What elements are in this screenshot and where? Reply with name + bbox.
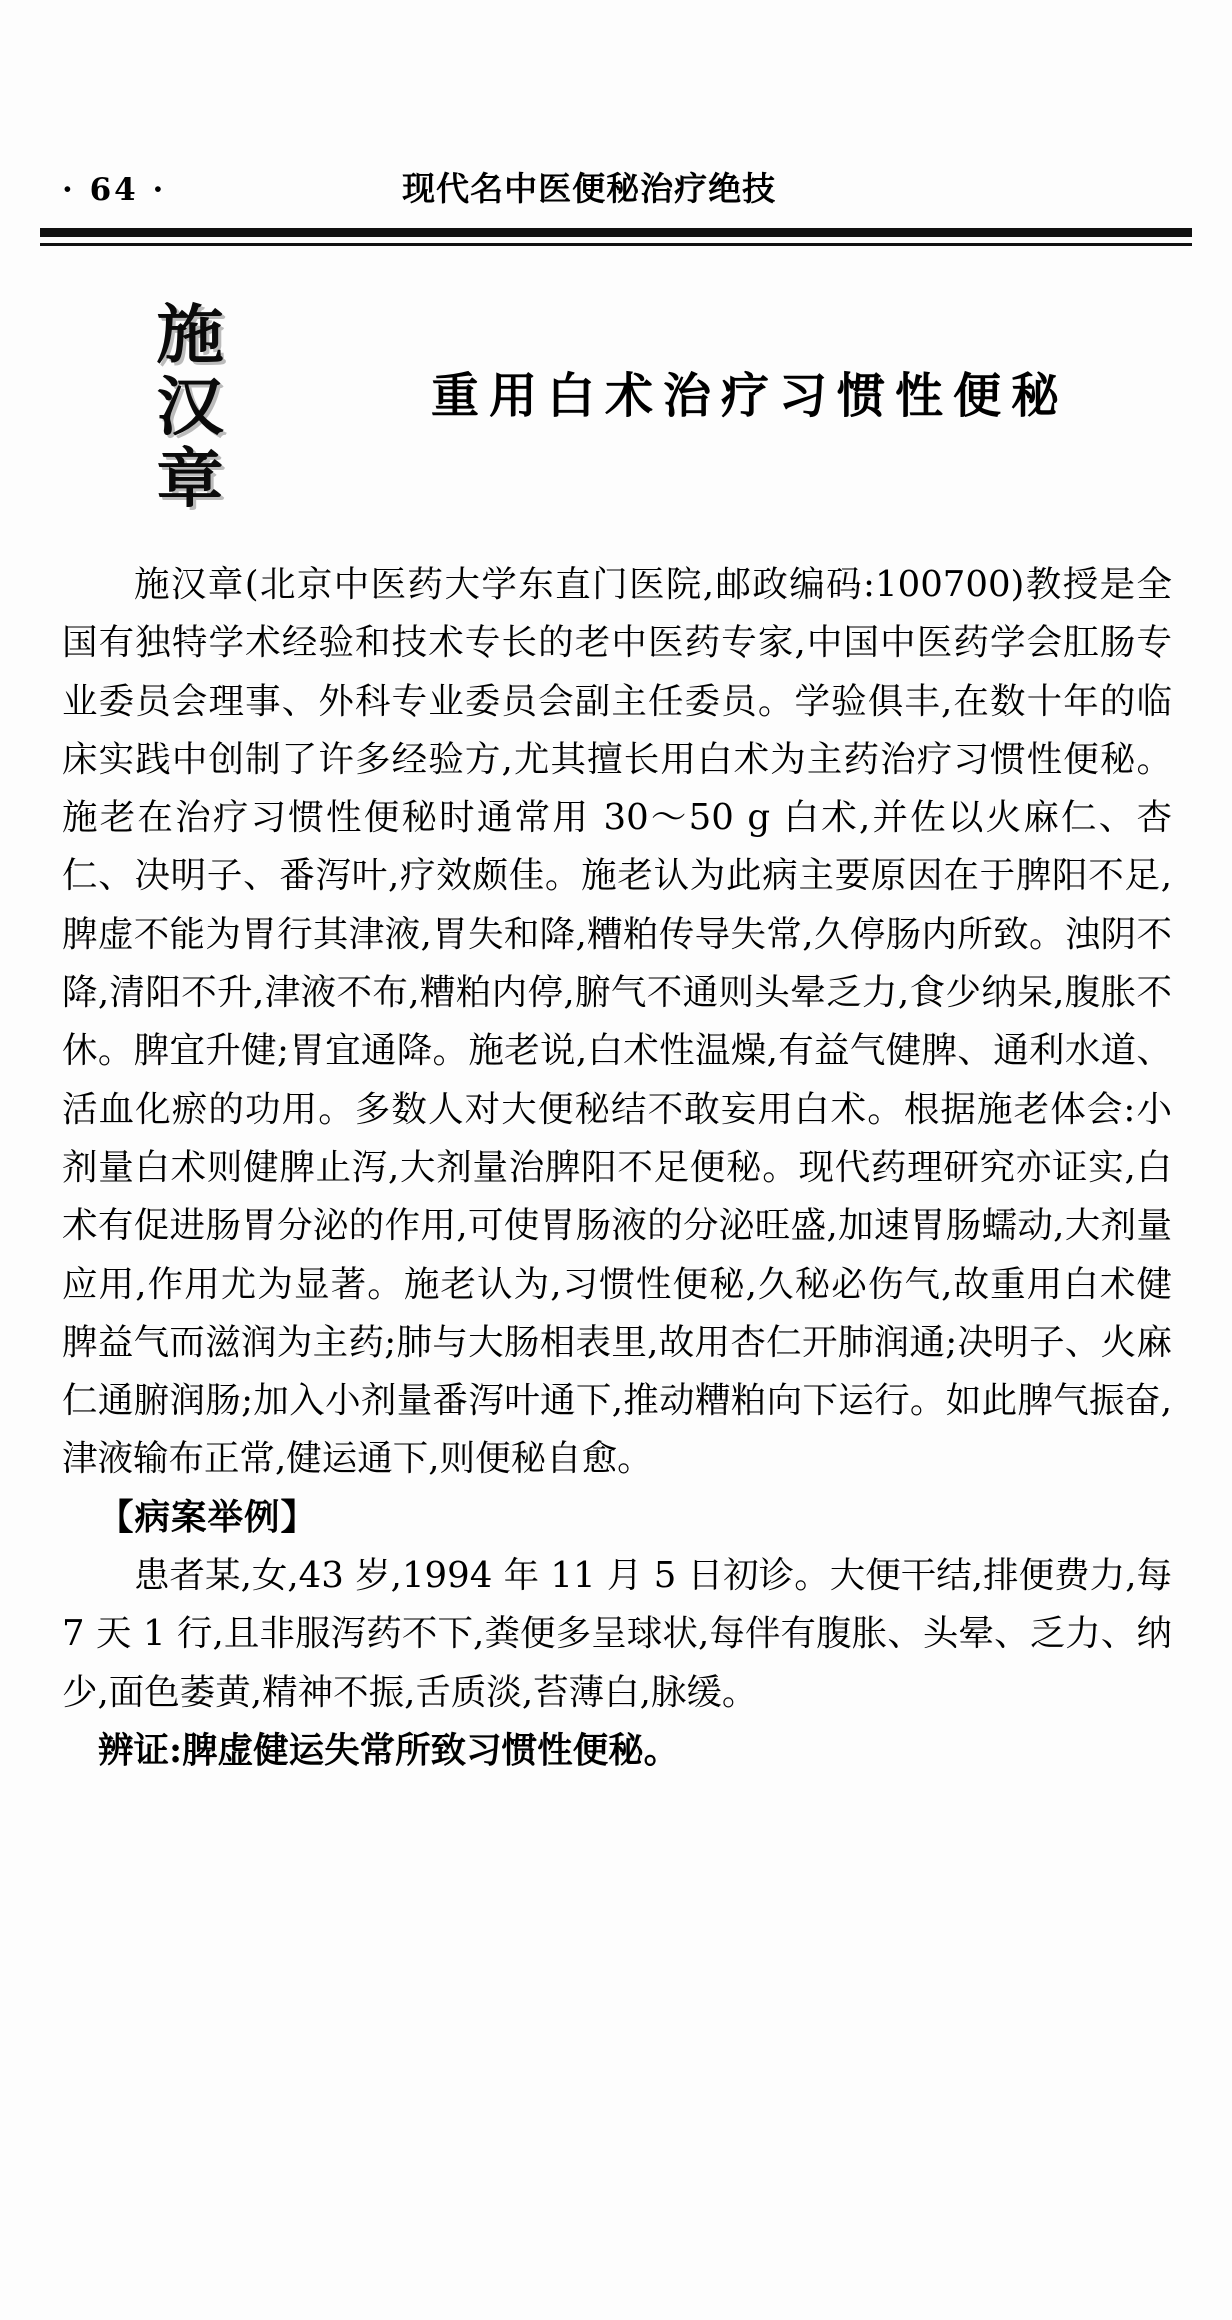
doctor-name-stamp [90,300,290,520]
doctor-name-char-2: 汉 [156,370,224,445]
book-title: 现代名中医便秘治疗绝技 [402,169,777,208]
article-body [62,556,1172,1780]
paragraph-case: 患者某,女,43 岁,1994 年 11 月 5 日初诊。大便干结,排便费力,每 7 天 1 行,且非服泻药不下,粪便多呈球状,每伴有腹胀、头晕、乏力、纳少,面色萎黄,精神不振,舌质淡,苔薄白,脉缓。 [62,1555,1172,1713]
paragraph-intro: 施汉章(北京中医药大学东直门医院,邮政编码:100700)教授是全国有独特学术经验和技术专长的老中医药专家,中国中医药学会肛肠专业委员会理事、外科专业委员会副主任委员。学验俱丰,在数十年的临床实践中创制了许多经验方,尤其擅长用白术为主药治疗习惯性便秘。施老在治疗习惯性便秘时通常用 30～50 g 白术,并佐以火麻仁、杏仁、决明子、番泻叶,疗效颇佳。施老认为此病主要原因在于脾阳不足,脾虚不能为胃行其津液,胃失和降,糟粕传导失常,久停肠内所致。浊阴不降,清阳不升,津液不布,糟粕内停,腑气不通则头晕乏力,食少纳呆,腹胀不休。脾宜升健;胃宜通降。施老说,白术性温燥,有益气健脾、通利水道、活血化瘀的功用。多数人对大便秘结不敢妄用白术。根据施老体会:小剂量白术则健脾止泻,大剂量治脾阳不足便秘。现代药理研究亦证实,白术有促进肠胃分泌的作用,可使胃肠液的分泌旺盛,加速胃肠蠕动,大剂量应用,作用尤为显著。施老认为,习惯性便秘,久秘必伤气,故重用白术健脾益气而滋润为主药;肺与大肠相表里,故用杏仁开肺润通;决明子、火麻仁通腑润肠;加入小剂量番泻叶通下,推动糟粕向下运行。如此脾气振奋,津液输布正常,健运通下,则便秘自愈。 [62,564,1172,1480]
paragraph-diagnosis [62,1722,1172,1780]
header-rule-thin [40,243,1192,246]
page-number: · 64 · [62,172,167,208]
header-rule-thick [40,228,1192,237]
running-head [40,150,1192,210]
doctor-name-char-3: 章 [156,442,224,517]
section-heading-case: 【病案举例】 [98,1496,318,1538]
diagnosis-text: 脾虚健运失常所致习惯性便秘。 [182,1729,680,1771]
diagnosis-label: 辨证: [98,1729,183,1771]
article-title: 重用白术治疗习惯性便秘 [430,368,1069,424]
doctor-name-char-1: 施 [156,298,224,373]
title-block [60,295,1180,525]
